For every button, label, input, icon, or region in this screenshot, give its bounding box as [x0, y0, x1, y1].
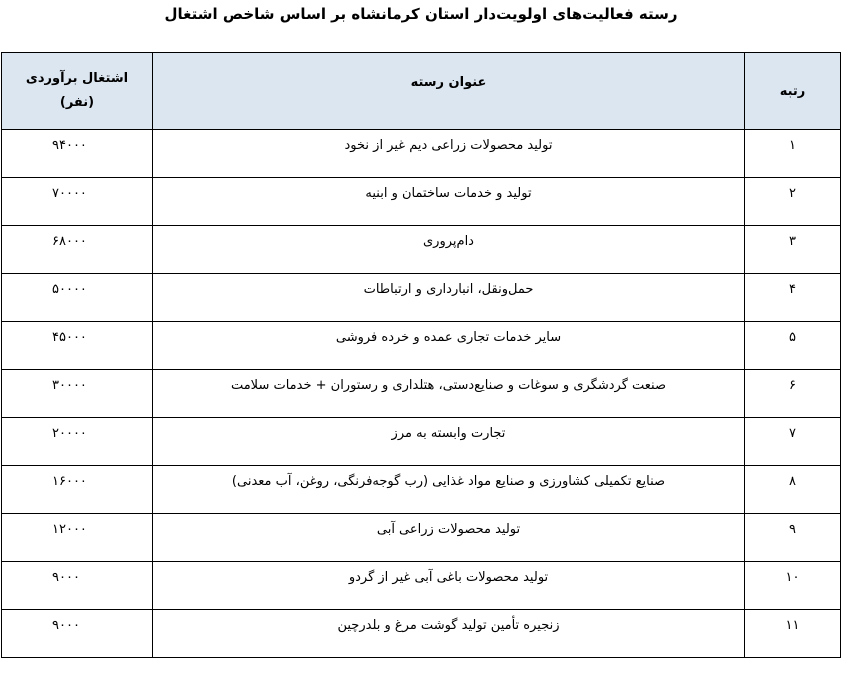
row-employment: ۳۰۰۰۰: [2, 370, 153, 418]
header-activity-title: عنوان رسته: [153, 53, 745, 130]
row-employment: ۴۵۰۰۰: [2, 322, 153, 370]
row-title: حمل‌ونقل، انبارداری و ارتباطات: [153, 274, 745, 322]
table-row: [2, 178, 841, 226]
row-employment: ۱۶۰۰۰: [2, 466, 153, 514]
table-row: [2, 370, 841, 418]
row-rank: ۱۱: [745, 610, 841, 658]
table-row: [2, 562, 841, 610]
table-row: [2, 418, 841, 466]
row-employment: ۲۰۰۰۰: [2, 418, 153, 466]
row-rank: ۷: [745, 418, 841, 466]
table-row: [2, 274, 841, 322]
table-row: [2, 226, 841, 274]
row-employment: ۶۸۰۰۰: [2, 226, 153, 274]
row-title: صنایع تکمیلی کشاورزی و صنایع مواد غذایی (رب گوجه‌فرنگی، روغن، آب معدنی): [153, 466, 745, 514]
row-employment: ۱۲۰۰۰: [2, 514, 153, 562]
row-rank: ۵: [745, 322, 841, 370]
row-rank: ۸: [745, 466, 841, 514]
row-title: تولید محصولات زراعی آبی: [153, 514, 745, 562]
header-employment-line1: اشتغال برآوردی: [25, 71, 129, 86]
row-employment: ۵۰۰۰۰: [2, 274, 153, 322]
row-title: زنجیره تأمین تولید گوشت مرغ و بلدرچین: [153, 610, 745, 658]
row-rank: ۲: [745, 178, 841, 226]
row-title: تجارت وابسته به مرز: [153, 418, 745, 466]
row-employment: ۷۰۰۰۰: [2, 178, 153, 226]
header-rank: رتبه: [745, 53, 841, 130]
row-employment: ۹۴۰۰۰: [2, 130, 153, 178]
table-row: [2, 514, 841, 562]
row-employment: ۹۰۰۰: [2, 562, 153, 610]
row-rank: ۴: [745, 274, 841, 322]
row-rank: ۳: [745, 226, 841, 274]
row-title: دام‌پروری: [153, 226, 745, 274]
row-rank: ۱: [745, 130, 841, 178]
row-title: تولید و خدمات ساختمان و ابنیه: [153, 178, 745, 226]
row-rank: ۱۰: [745, 562, 841, 610]
row-title: سایر خدمات تجاری عمده و خرده فروشی: [153, 322, 745, 370]
ranking-table: [1, 52, 841, 658]
row-title: صنعت گردشگری و سوغات و صنایع‌دستی، هتلداری و رستوران + خدمات سلامت: [153, 370, 745, 418]
row-rank: ۶: [745, 370, 841, 418]
row-title: تولید محصولات باغی آبی غیر از گردو: [153, 562, 745, 610]
page-title: رسته فعالیت‌های اولویت‌دار استان کرمانشاه بر اساس شاخص اشتغال: [164, 5, 678, 23]
header-employment-line2: (نفر): [59, 95, 95, 110]
table-header-row: [2, 53, 841, 130]
row-rank: ۹: [745, 514, 841, 562]
table-row: [2, 610, 841, 658]
row-employment: ۹۰۰۰: [2, 610, 153, 658]
table-row: [2, 466, 841, 514]
table-row: [2, 130, 841, 178]
header-employment: [2, 53, 153, 130]
table-row: [2, 322, 841, 370]
row-title: تولید محصولات زراعی دیم غیر از نخود: [153, 130, 745, 178]
